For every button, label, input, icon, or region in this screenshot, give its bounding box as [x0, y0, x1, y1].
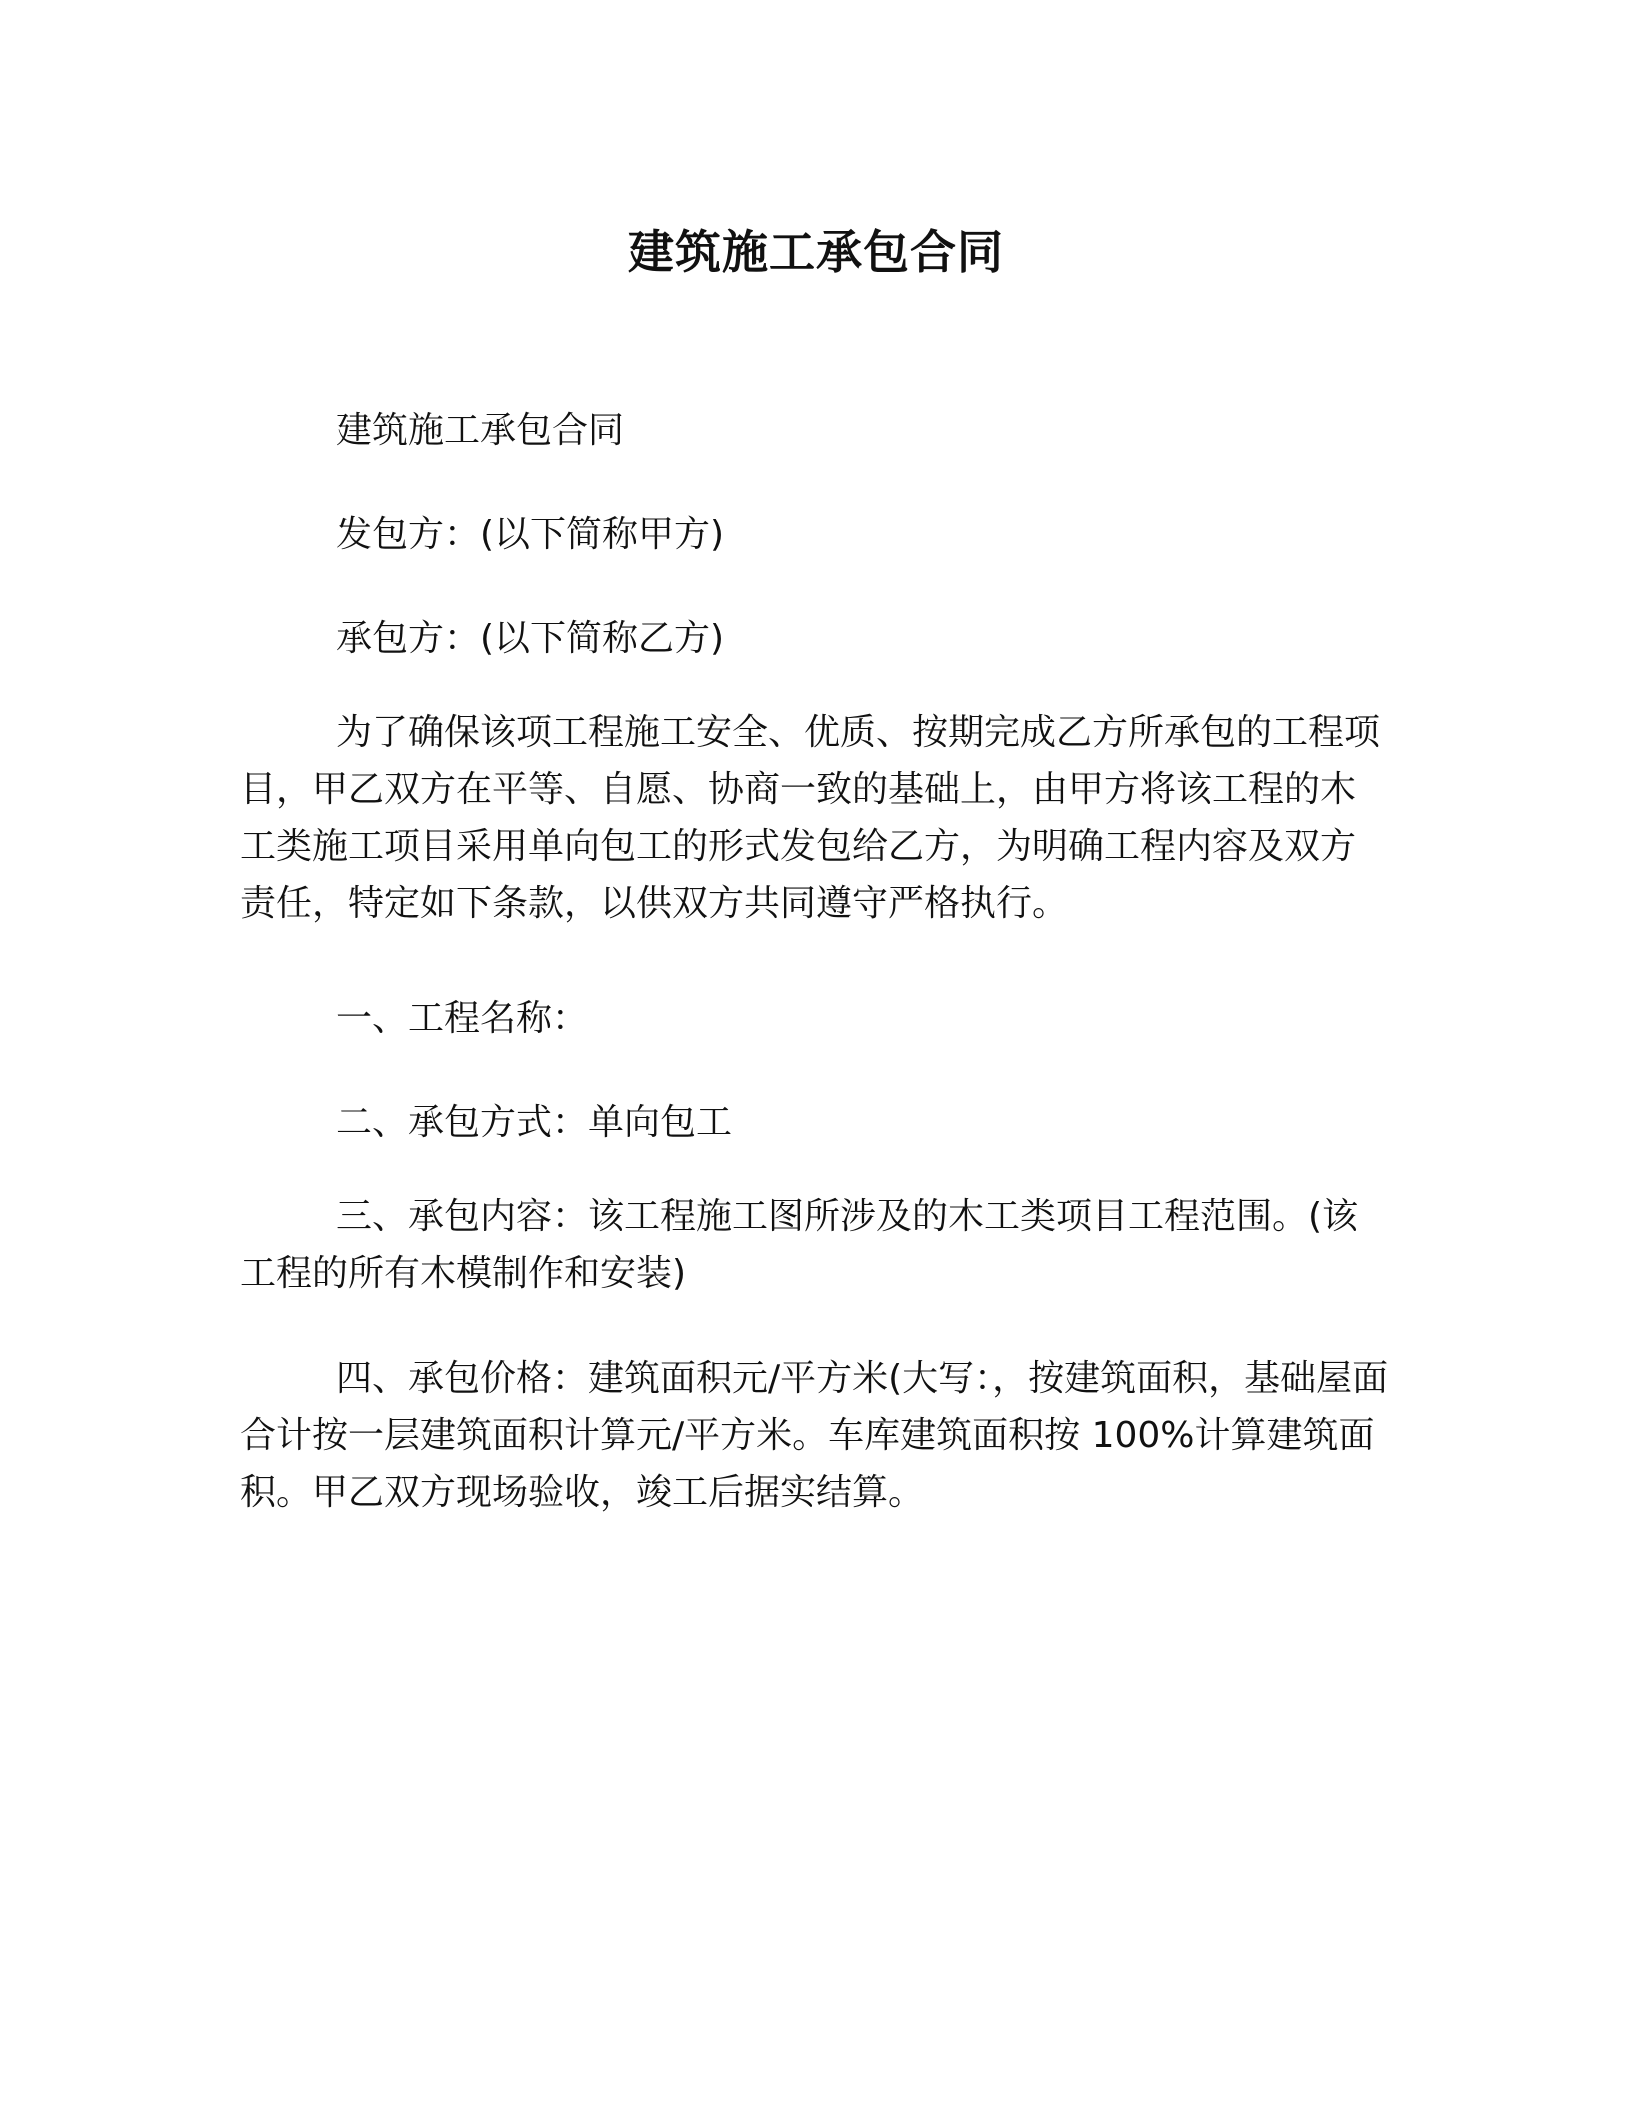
paragraph-heading-repeat: 建筑施工承包合同 — [336, 410, 625, 451]
clause-project-name: 一、工程名称： — [336, 998, 589, 1039]
clause-contract-scope: 三、承包内容：该工程施工图所涉及的木工类项目工程范围。(该工程的所有木模制作和安装) — [240, 1196, 1359, 1294]
paragraph-preamble: 为了确保该项工程施工安全、优质、按期完成乙方所承包的工程项目，甲乙双方在平等、自愿、协商一致的基础上，由甲方将该工程的木工类施工项目采用单向包工的形式发包给乙方，为明确工程内容及双方责任，特定如下条款，以供双方共同遵守严格执行。 — [240, 712, 1381, 924]
clause-contract-method: 二、承包方式：单向包工 — [336, 1102, 733, 1143]
paragraph-employer: 发包方：(以下简称甲方) — [336, 514, 725, 555]
paragraph-contractor: 承包方：(以下简称乙方) — [336, 618, 725, 659]
document-body — [240, 392, 1390, 1548]
page-title: 建筑施工承包合同 — [628, 225, 1004, 279]
clause-contract-price: 四、承包价格：建筑面积元/平方米(大写：，按建筑面积，基础屋面合计按一层建筑面积计算元/平方米。车库建筑面积按 100%计算建筑面积。甲乙双方现场验收，竣工后据实结算。 — [240, 1358, 1389, 1513]
